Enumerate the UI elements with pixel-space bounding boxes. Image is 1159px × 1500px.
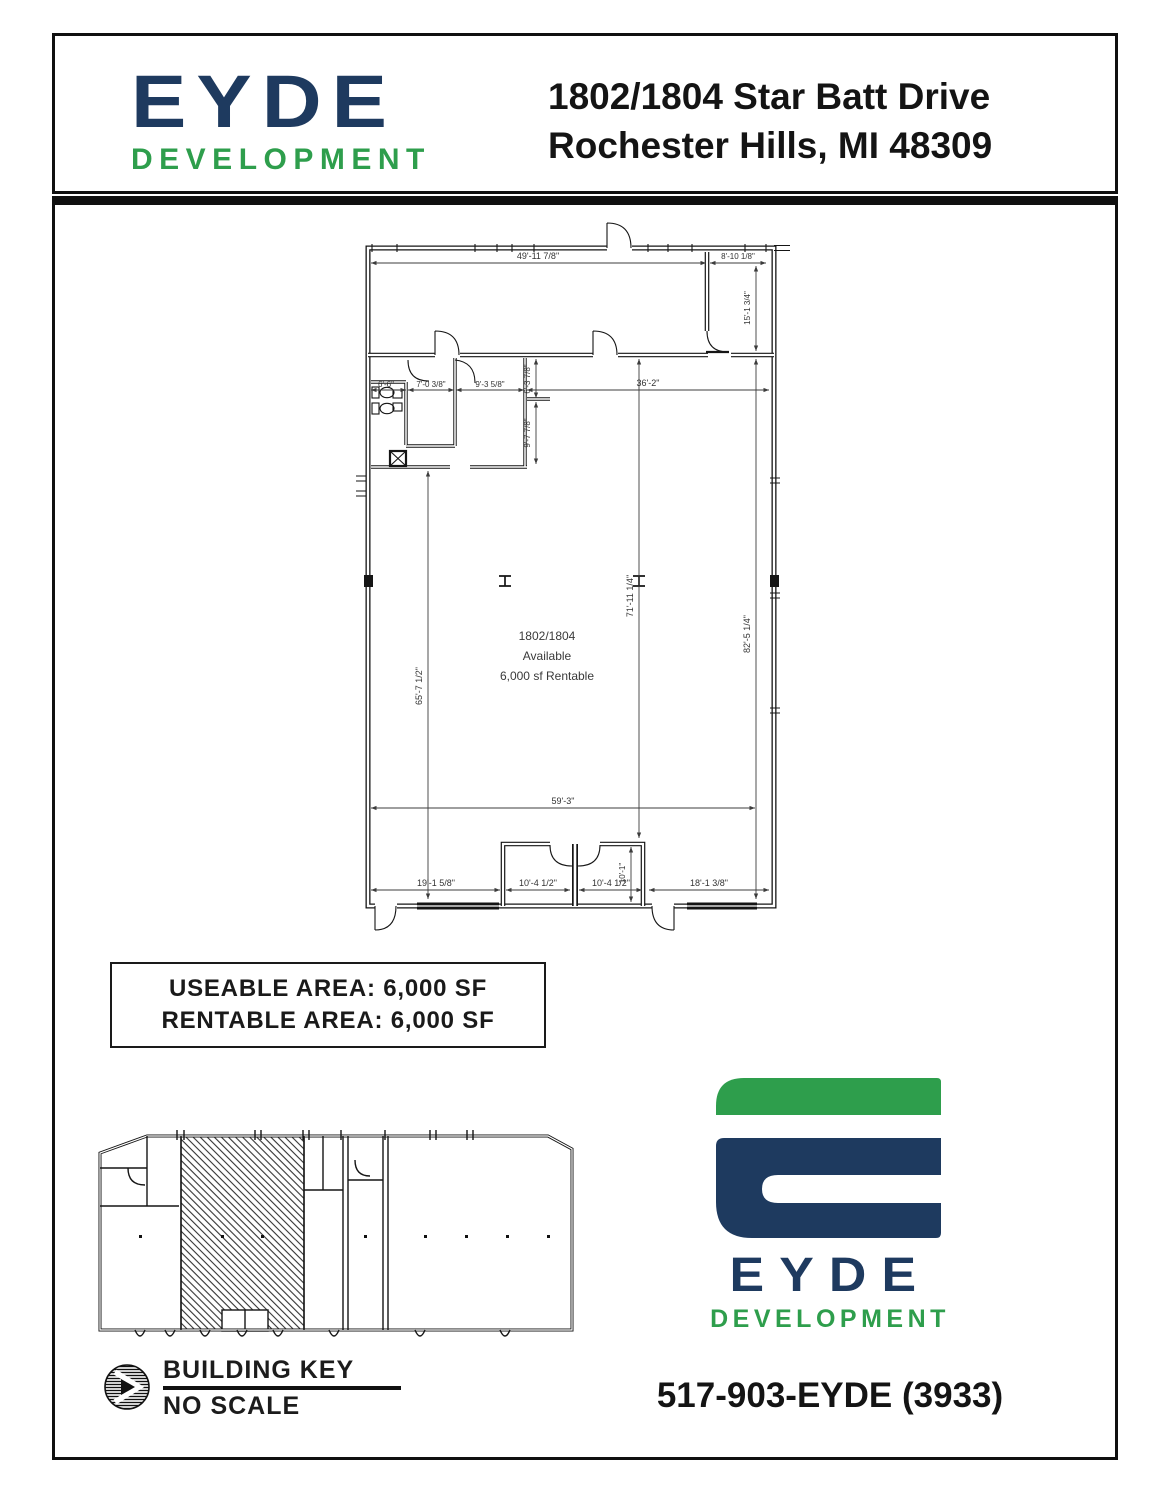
dim-label: 15'-1 3/4" <box>743 291 752 325</box>
exterior-walls <box>368 248 774 906</box>
floor-plan <box>340 215 810 940</box>
logo-green-bar <box>716 1078 941 1115</box>
dimension-lines <box>371 263 769 902</box>
building-key-title: BUILDING KEY <box>163 1356 355 1384</box>
footer-logo-text <box>640 1249 1020 1333</box>
suite-inset <box>222 1310 268 1331</box>
dim-label: 6'-6" <box>378 380 394 389</box>
building-key-icon <box>102 1362 152 1412</box>
suite-status: Available <box>522 649 572 663</box>
dim-label: 59'-3" <box>551 796 575 806</box>
footer-logo-subtitle: DEVELOPMENT <box>710 1305 950 1333</box>
header-divider <box>52 196 1118 205</box>
address-line-2: Rochester Hills, MI 48309 <box>548 124 993 166</box>
building-key-subtitle: NO SCALE <box>163 1392 301 1420</box>
dim-label: 9'-3 5/8" <box>475 380 505 389</box>
suite-number: 1802/1804 <box>518 629 576 643</box>
header-logo-wordmark: EYDE <box>131 60 398 143</box>
dim-label: 6'-3 7/8" <box>523 364 532 394</box>
building-outline <box>100 1136 572 1330</box>
header-logo-subtitle: DEVELOPMENT <box>131 143 431 176</box>
restroom-fixtures <box>372 387 402 414</box>
contact-phone: 517-903-EYDE (3933) <box>656 1376 1004 1415</box>
dim-label: 10'-4 1/2" <box>519 878 557 888</box>
shaft-symbol <box>390 451 406 466</box>
dim-label: 18'-1 3/8" <box>690 878 728 888</box>
dim-label: 49'-11 7/8" <box>516 251 560 261</box>
logo-navy-e <box>716 1138 941 1238</box>
header-box <box>52 33 1118 194</box>
dim-label: 19'-1 5/8" <box>417 878 455 888</box>
dim-label: 9'-7 7/8" <box>523 418 532 448</box>
column-symbols <box>364 575 779 587</box>
dim-label: 10'-4 1/2" <box>592 878 630 888</box>
highlighted-suite <box>181 1136 304 1330</box>
address-line-1: 1802/1804 Star Batt Drive <box>548 76 991 117</box>
dim-label: 82'-5 1/4" <box>742 615 752 653</box>
dim-label: 36'-2" <box>636 378 660 388</box>
footer-logo-mark <box>716 1078 942 1240</box>
dim-label: 71'-11 1/4" <box>625 574 635 618</box>
rentable-area: RENTABLE AREA: 6,000 SF <box>161 1007 495 1034</box>
dim-label: 10'-1" <box>618 862 627 884</box>
dim-label: 65'-7 1/2" <box>414 667 424 705</box>
area-summary-box <box>110 962 546 1048</box>
useable-area: USEABLE AREA: 6,000 SF <box>168 975 488 1002</box>
property-address <box>548 73 1048 171</box>
header-logo <box>131 60 451 176</box>
dim-label: 7'-0 3/8" <box>416 380 446 389</box>
footer-logo-wordmark: EYDE <box>729 1249 931 1302</box>
suite-label <box>500 629 594 683</box>
suite-area: 6,000 sf Rentable <box>499 669 595 683</box>
building-key-plan <box>90 1118 585 1348</box>
building-key-underline <box>163 1386 401 1390</box>
dim-label: 8'-10 1/8" <box>721 252 755 261</box>
